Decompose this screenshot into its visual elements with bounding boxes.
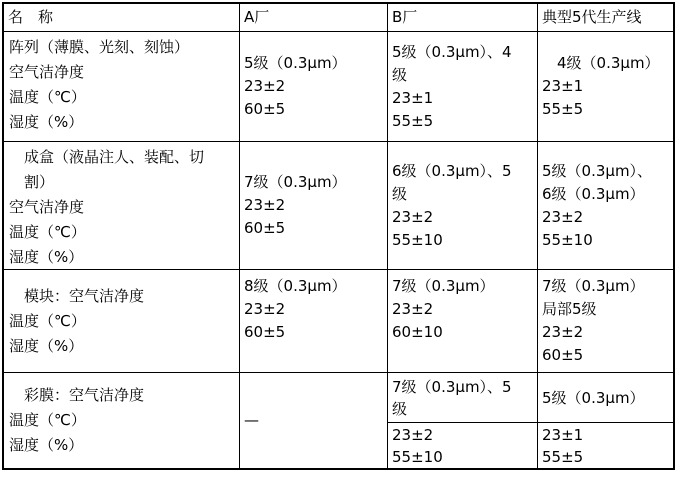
col-header-gen5-line: 典型5代生产线 [538, 4, 673, 32]
row-cell-assembly-factory-a: 7级（0.3μm） 23±2 60±5 [240, 142, 388, 270]
row-array-name: 阵列（薄膜、光刻、刻蚀） 空气洁净度 温度（℃） 湿度（%） [4, 32, 240, 142]
row-color-filter-factory-a: — [240, 373, 388, 468]
row-module-factory-a: 8级（0.3μm） 23±2 60±5 [240, 270, 388, 373]
row-color-filter-factory-b-cleanliness: 7级（0.3μm）、5 级 [388, 373, 537, 423]
row-module-factory-b: 7级（0.3μm） 23±2 60±10 [388, 270, 538, 373]
col-header-factory-b: B厂 [388, 4, 538, 32]
row-array-gen5-line: 4级（0.3μm） 23±1 55±5 [538, 32, 673, 142]
row-cell-assembly-name: 成盒（液晶注人、装配、切 割） 空气洁净度 温度（℃） 湿度（%） [4, 142, 240, 270]
col-header-factory-a: A厂 [240, 4, 388, 32]
row-color-filter-gen5-line [538, 373, 673, 468]
row-color-filter-gen5-cleanliness: 5级（0.3μm） [538, 373, 673, 423]
row-color-filter-gen5-values: 23±1 55±5 [542, 425, 584, 466]
row-array-factory-a: 5级（0.3μm） 23±2 60±5 [240, 32, 388, 142]
row-color-filter-factory-b-values: 23±2 55±10 [392, 425, 443, 466]
row-cell-assembly-factory-b: 6级（0.3μm）、5 级 23±2 55±10 [388, 142, 538, 270]
row-color-filter-name: 彩膜：空气洁净度 温度（℃） 湿度（%） [4, 373, 240, 468]
row-module-gen5-line: 7级（0.3μm） 局部5级 23±2 60±5 [538, 270, 673, 373]
row-color-filter-factory-b [388, 373, 538, 468]
row-array-factory-b: 5级（0.3μm）、4 级 23±1 55±5 [388, 32, 538, 142]
cleanroom-spec-table [2, 2, 675, 470]
col-header-name: 名 称 [4, 4, 240, 32]
row-cell-assembly-gen5-line: 5级（0.3μm）、 6级（0.3μm） 23±2 55±10 [538, 142, 673, 270]
row-module-name: 模块：空气洁净度 温度（℃） 湿度（%） [4, 270, 240, 373]
